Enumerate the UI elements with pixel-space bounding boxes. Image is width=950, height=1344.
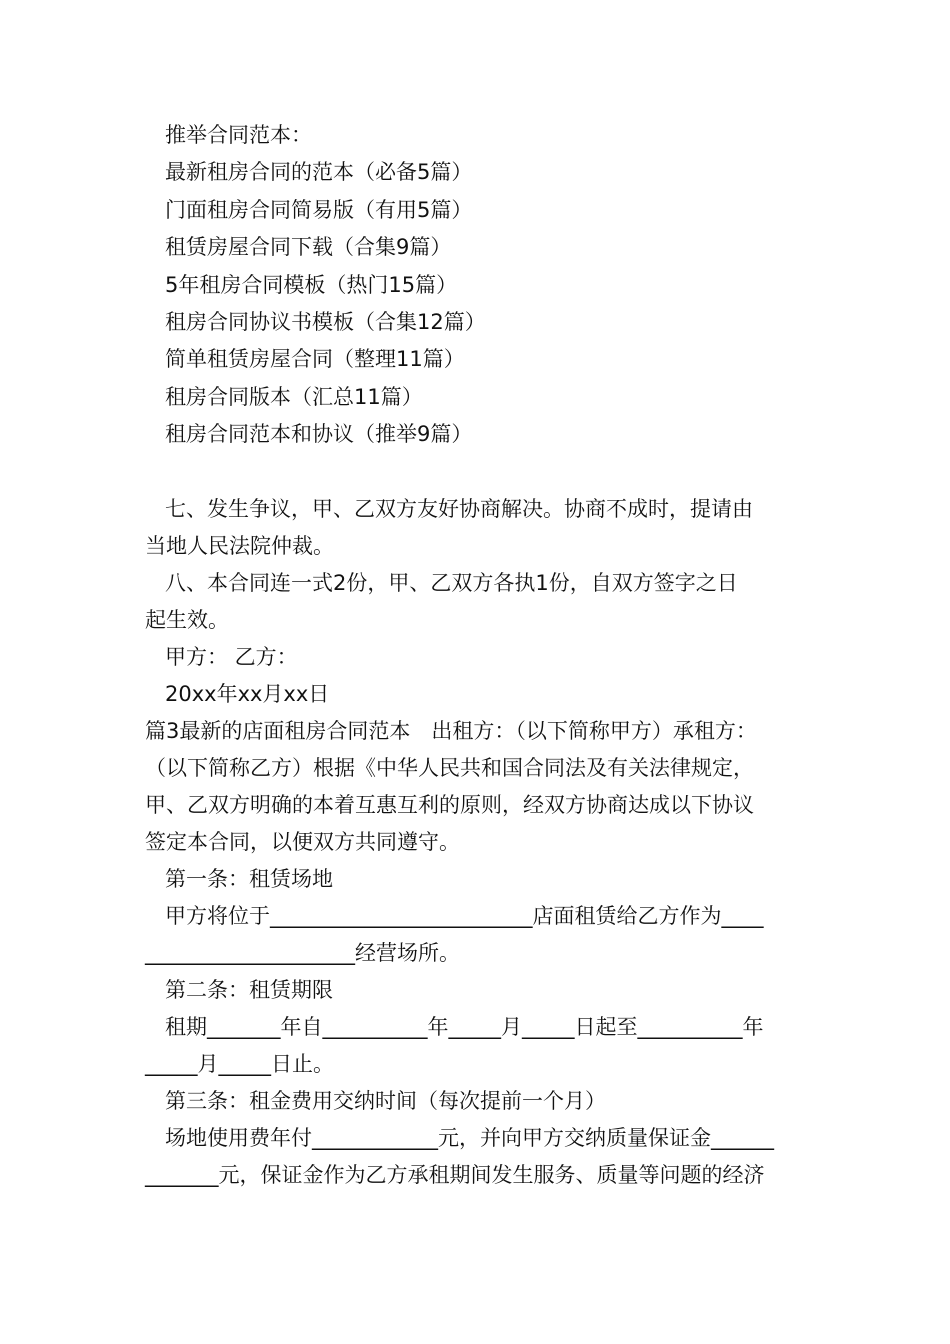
recommend-link[interactable]: 租赁房屋合同下载（合集9篇） (165, 235, 452, 259)
article-3-intro: 甲、乙双方明确的本着互惠互利的原则，经双方协商达成以下协议 (145, 793, 754, 817)
article-2-line: _____月_____日止。 (145, 1052, 334, 1076)
article-1-line: ____________________经营场所。 (145, 941, 460, 965)
clause-8-line: 八、本合同连一式2份，甲、乙双方各执1份，自双方签字之日 (165, 571, 738, 595)
recommend-link[interactable]: 简单租赁房屋合同（整理11篇） (165, 347, 465, 371)
article-3-line: _______元，保证金作为乙方承租期间发生服务、质量等问题的经济 (145, 1163, 765, 1187)
recommend-link[interactable]: 租房合同协议书模板（合集12篇） (165, 310, 486, 334)
contract-date: 20xx年xx月xx日 (165, 682, 330, 706)
article-3-intro: 签定本合同，以便双方共同遵守。 (145, 830, 460, 854)
clause-8-line: 起生效。 (145, 608, 229, 632)
clause-7-line: 七、发生争议，甲、乙双方友好协商解决。协商不成时，提请由 (165, 497, 753, 521)
article-2-line: 租期_______年自__________年_____月_____日起至__________年 (165, 1015, 764, 1039)
recommend-link[interactable]: 门面租房合同简易版（有用5篇） (165, 198, 473, 222)
recommend-link[interactable]: 租房合同范本和协议（推举9篇） (165, 422, 473, 446)
article-3-line: 场地使用费年付____________元，并向甲方交纳质量保证金______ (165, 1126, 774, 1150)
article-1-title: 第一条：租赁场地 (165, 867, 333, 891)
recommend-title: 推举合同范本： (165, 123, 312, 147)
parties-signature: 甲方： 乙方： (165, 645, 298, 669)
article-1-line: 甲方将位于_________________________店面租赁给乙方作为____ (165, 904, 764, 928)
recommend-link[interactable]: 最新租房合同的范本（必备5篇） (165, 160, 473, 184)
recommend-link[interactable]: 5年租房合同模板（热门15篇） (165, 273, 458, 297)
clause-7-line: 当地人民法院仲裁。 (145, 534, 334, 558)
article-3-title: 第三条：租金费用交纳时间（每次提前一个月） (165, 1089, 606, 1113)
article-3-intro: （以下简称乙方）根据《中华人民共和国合同法及有关法律规定， (145, 756, 754, 780)
article-3-heading: 篇3最新的店面租房合同范本 出租方：（以下简称甲方）承租方： (145, 719, 757, 743)
recommend-link[interactable]: 租房合同版本（汇总11篇） (165, 385, 423, 409)
article-2-title: 第二条：租赁期限 (165, 978, 333, 1002)
